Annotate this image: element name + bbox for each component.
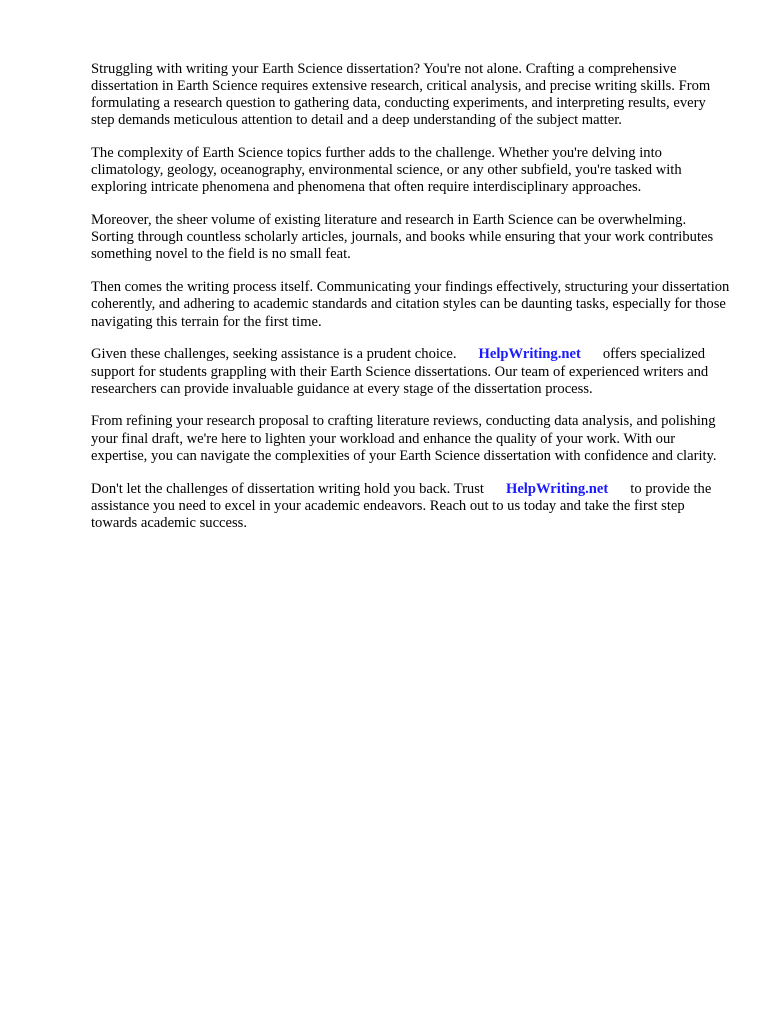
helpwriting-link-cta[interactable]: HelpWriting.net xyxy=(505,480,609,497)
paragraph-services: From refining your research proposal to crafting literature reviews, conducting data analysis, and polishing your final draft, we're here to lighten your workload and enhance the quality of your work. With our expertise, you can navigate the complexities of your Earth Science dissertation with confidence and clarity. xyxy=(91,413,717,464)
helpwriting-link[interactable]: HelpWriting.net xyxy=(478,346,581,363)
paragraph-assistance-tail: offers specialized support for students grappling with their Earth Science dissertations. Our team of experienced writers and researchers can provide invaluable guidance at every stage of the dissertation process. xyxy=(91,346,709,397)
document-page xyxy=(91,61,731,548)
paragraph-assistance xyxy=(91,346,731,397)
paragraph-intro: Struggling with writing your Earth Science dissertation? You're not alone. Crafting a comprehensive dissertation in Earth Science requires extensive research, critical analysis, and precise writing skills. From formulating a research question to gathering data, conducting experiments, and interpreting results, every step demands meticulous attention to detail and a deep understanding of the subject matter. xyxy=(91,61,711,129)
paragraph-cta-tail: to provide the assistance you need to excel in your academic endeavors. Reach out to us today and take the first step towards academic success. xyxy=(91,480,712,531)
paragraph-assistance-lead: Given these challenges, seeking assistance is a prudent choice. xyxy=(91,346,457,363)
paragraph-literature: Moreover, the sheer volume of existing literature and research in Earth Science can be overwhelming. Sorting through countless scholarly articles, journals, and books while ensuring that your work contributes something novel to the field is no small feat. xyxy=(91,212,714,263)
paragraph-call-to-action xyxy=(91,481,731,532)
paragraph-cta-lead: Don't let the challenges of dissertation writing hold you back. Trust xyxy=(91,480,484,497)
paragraph-complexity: The complexity of Earth Science topics further adds to the challenge. Whether you're delving into climatology, geology, oceanography, environmental science, or any other subfield, you're tasked with exploring intricate phenomena and phenomena that often require interdisciplinary approaches. xyxy=(91,145,682,196)
paragraph-writing-process: Then comes the writing process itself. Communicating your findings effectively, structuring your dissertation coherently, and adhering to academic standards and citation styles can be daunting tasks, especially for those navigating this terrain for the first time. xyxy=(91,279,730,330)
